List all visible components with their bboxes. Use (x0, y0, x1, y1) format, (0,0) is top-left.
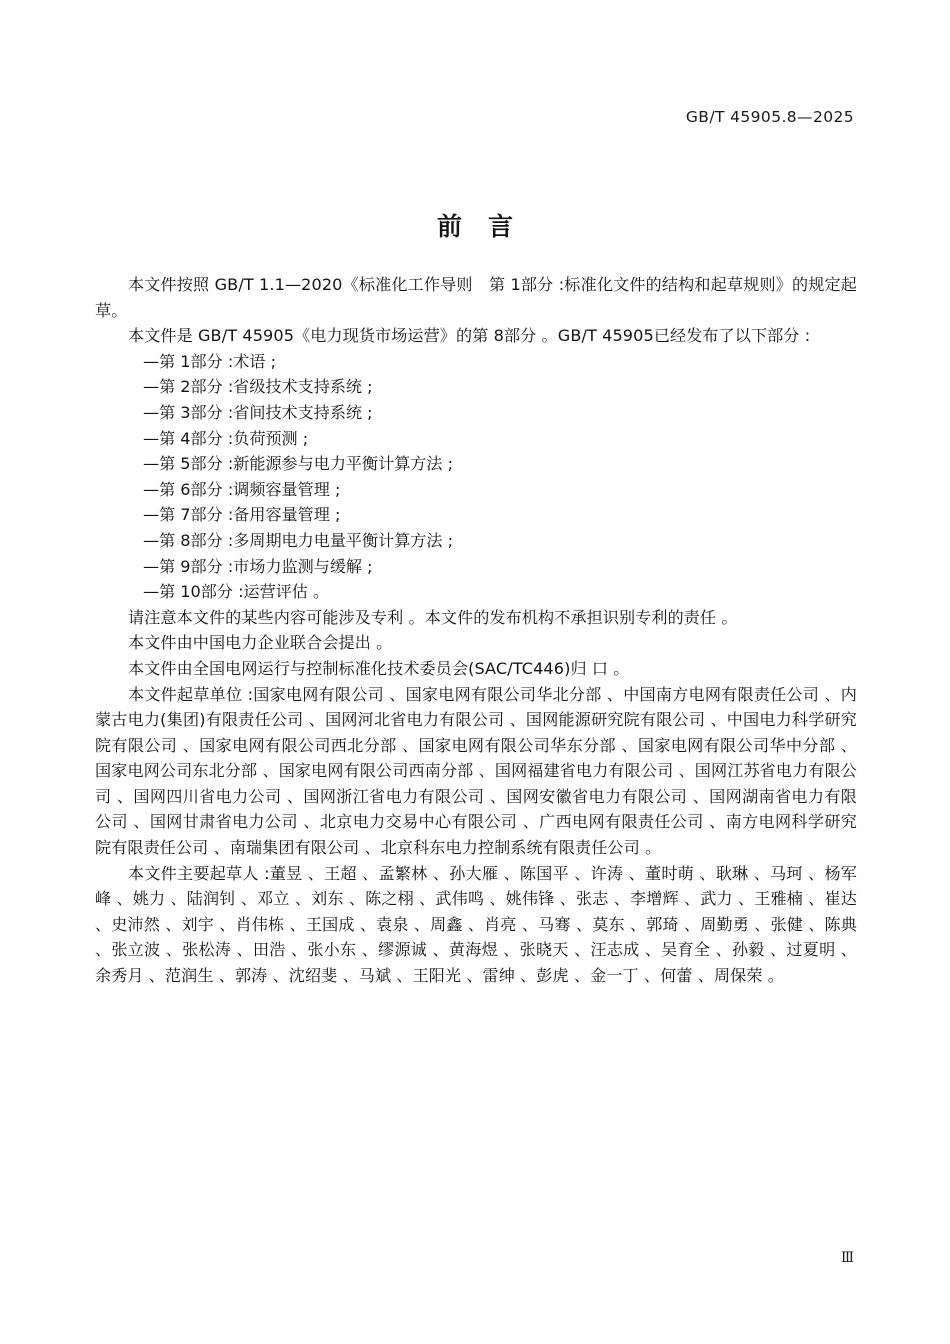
running-header-standard-number: GB/T 45905.8—2025 (685, 108, 854, 126)
series-part-list (95, 349, 857, 605)
paragraph-managed-by: 本文件由全国电网运行与控制标准化技术委员会(SAC/TC446)归 口 。 (128, 658, 630, 678)
list-item: —第 4部分 :负荷预测 ; (143, 428, 309, 448)
list-item: —第 5部分 :新能源参与电力平衡计算方法 ; (143, 454, 454, 474)
page-title: 前言 (436, 211, 539, 241)
list-item: —第 1部分 :术语 ; (143, 351, 276, 371)
page-number: Ⅲ (840, 1250, 854, 1266)
list-item: —第 8部分 :多周期电力电量平衡计算方法 ; (143, 530, 454, 550)
foreword-body (95, 272, 857, 989)
list-item: —第 7部分 :备用容量管理 ; (143, 505, 341, 525)
paragraph-proposed-by: 本文件由中国电力企业联合会提出 。 (128, 633, 393, 653)
list-item: —第 3部分 :省间技术支持系统 ; (143, 402, 373, 422)
list-item: —第 10部分 :运营评估 。 (143, 582, 330, 602)
paragraph-directive: 本文件按照 GB/T 1.1—2020《标准化工作导则 第 1部分 :标准化文件的结构和起草规则》的规定起草。 (95, 275, 857, 320)
list-item: —第 2部分 :省级技术支持系统 ; (143, 377, 373, 397)
paragraph-drafting-organizations: 本文件起草单位 :国家电网有限公司 、国家电网有限公司华北分部 、中国南方电网有限责任公司 、内蒙古电力(集团)有限责任公司 、国网河北省电力有限公司 、国网能源研究院有限公司 、中国电力科学研究院有限公司 、国家电网有限公司西北分部 、国家电网有限公司华东分部 、国家电网有限公司华中分部 、国家电网公司东北分部 、国家电网有限公司西南分部 、国网福建省电力有限公司 、国网江苏省电力有限公司 、国网四川省电力公司 、国网浙江省电力有限公司 、国网安徽省电力有限公司 、国网湖南省电力有限公司 、国网甘肃省电力公司 、北京电力交易中心有限公司 、广西电网有限责任公司 、南方电网科学研究院有限责任公司 、南瑞集团有限公司 、北京科东电力控制系统有限责任公司 。 (95, 684, 857, 858)
paragraph-drafters: 本文件主要起草人 :董昱 、王超 、孟繁林 、孙大雁 、陈国平 、许涛 、董时萌 、耿琳 、马珂 、杨军峰 、姚力 、陆润钊 、邓立 、刘东 、陈之栩 、武伟鸣 、姚伟锋 、张志 、李增辉 、武力 、王雅楠 、崔达 、史沛然 、刘宇 、肖伟栋 、王国成 、袁泉 、周鑫 、肖亮 、马骞 、莫东 、郭琦 、周勤勇 、张健 、陈典 、张立波 、张松涛 、田浩 、张小东 、缪源诚 、黄海煜 、张晓天 、汪志成 、吴育全 、孙毅 、过夏明 、余秀月 、范润生 、郭涛 、沈绍斐 、马斌 、王阳光 、雷绅 、彭虎 、金一丁 、何蕾 、周保荣 。 (95, 863, 857, 986)
list-item: —第 9部分 :市场力监测与缓解 ; (143, 556, 373, 576)
list-item: —第 6部分 :调频容量管理 ; (143, 479, 341, 499)
paragraph-patent-notice: 请注意本文件的某些内容可能涉及专利 。本文件的发布机构不承担识别专利的责任 。 (128, 607, 738, 627)
paragraph-series-intro: 本文件是 GB/T 45905《电力现货市场运营》的第 8部分 。GB/T 45905已经发布了以下部分 : (128, 326, 811, 346)
